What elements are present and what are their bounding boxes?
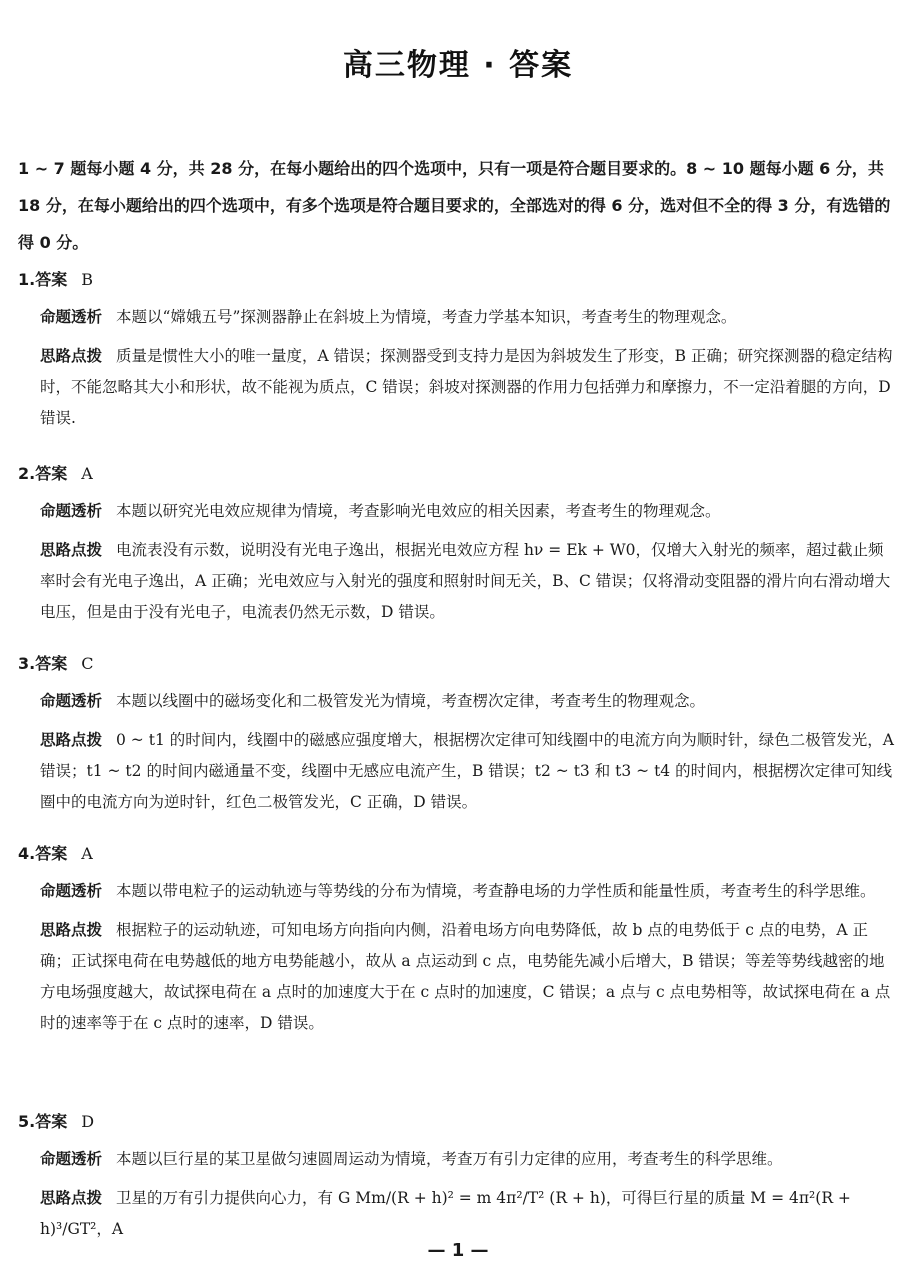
intent-label: 命题透析 xyxy=(40,502,103,520)
intent-label: 命题透析 xyxy=(40,1150,103,1168)
hint-label: 思路点拨 xyxy=(40,347,103,365)
question-1 xyxy=(18,268,898,434)
hint-paragraph xyxy=(40,341,898,434)
answer-label: 答案 xyxy=(35,654,68,673)
question-4 xyxy=(18,842,898,1039)
answer-label: 答案 xyxy=(35,270,68,289)
question-2 xyxy=(18,462,898,628)
answer-line xyxy=(18,268,898,292)
answer-letter: B xyxy=(81,270,93,289)
scoring-instructions: 1 ~ 7 题每小题 4 分，共 28 分，在每小题给出的四个选项中，只有一项是符合题目要求的。8 ~ 10 题每小题 6 分，共 18 分，在每小题给出的四个选项中，有多个选项是符合题目要求的，全部选对的得 6 分，选对但不全的得 3 分，有选错的得 0 分。 xyxy=(18,159,891,252)
intent-label: 命题透析 xyxy=(40,308,103,326)
question-number: 5. xyxy=(18,1112,36,1131)
intent-label: 命题透析 xyxy=(40,882,103,900)
hint-label: 思路点拨 xyxy=(40,541,103,559)
hint-text: 质量是惯性大小的唯一量度，A 错误；探测器受到支持力是因为斜坡发生了形变，B 正确；研究探测器的稳定结构时，不能忽略其大小和形状，故不能视为质点，C 错误；斜坡对探测器的作用力包括弹力和摩擦力，不一定沿着腿的方向，D 错误. xyxy=(40,347,893,427)
intent-text: 本题以带电粒子的运动轨迹与等势线的分布为情境，考查静电场的力学性质和能量性质，考查考生的科学思维。 xyxy=(116,882,876,900)
intent-paragraph xyxy=(40,1144,898,1175)
intent-text: 本题以巨行星的某卫星做匀速圆周运动为情境，考查万有引力定律的应用，考查考生的科学思维。 xyxy=(116,1150,783,1168)
hint-label: 思路点拨 xyxy=(40,731,103,749)
hint-text: 0 ~ t1 的时间内，线圈中的磁感应强度增大，根据楞次定律可知线圈中的电流方向为顺时针，绿色二极管发光，A 错误；t1 ~ t2 的时间内磁通量不变，线圈中无感应电流产生，B 错误；t2 ~ t3 和 t3 ~ t4 的时间内，根据楞次定律可知线圈中的电流方向为逆时针，红色二极管发光，C 正确，D 错误。 xyxy=(40,731,894,811)
intent-paragraph xyxy=(40,686,898,717)
intent-paragraph xyxy=(40,302,898,333)
answer-label: 答案 xyxy=(35,1112,68,1131)
answer-label: 答案 xyxy=(35,464,68,483)
intent-text: 本题以研究光电效应规律为情境，考查影响光电效应的相关因素，考查考生的物理观念。 xyxy=(116,502,721,520)
answer-letter: D xyxy=(81,1112,95,1131)
question-5 xyxy=(18,1110,898,1245)
answer-line xyxy=(18,652,898,676)
hint-paragraph xyxy=(40,915,898,1039)
hint-paragraph xyxy=(40,1183,898,1245)
answer-letter: A xyxy=(81,844,93,863)
page-title: 高三物理 · 答案 xyxy=(342,48,574,83)
hint-label: 思路点拨 xyxy=(40,921,103,939)
page-number: — 1 — xyxy=(427,1240,489,1261)
hint-paragraph xyxy=(40,535,898,628)
question-number: 1. xyxy=(18,270,36,289)
answer-letter: A xyxy=(81,464,93,483)
hint-label: 思路点拨 xyxy=(40,1189,103,1207)
intent-text: 本题以“嫦娥五号”探测器静止在斜坡上为情境，考查力学基本知识，考查考生的物理观念。 xyxy=(116,308,737,326)
question-number: 4. xyxy=(18,844,36,863)
answer-letter: C xyxy=(81,654,94,673)
intent-paragraph xyxy=(40,496,898,527)
question-number: 3. xyxy=(18,654,36,673)
intent-paragraph xyxy=(40,876,898,907)
intent-label: 命题透析 xyxy=(40,692,103,710)
question-3 xyxy=(18,652,898,818)
answer-line xyxy=(18,842,898,866)
hint-paragraph xyxy=(40,725,898,818)
answer-line xyxy=(18,1110,898,1134)
hint-text: 卫星的万有引力提供向心力，有 G Mm/(R + h)² = m 4π²/T² (R + h)，可得巨行星的质量 M = 4π²(R + h)³/GT²，A xyxy=(40,1189,851,1238)
intent-text: 本题以线圈中的磁场变化和二极管发光为情境，考查楞次定律，考查考生的物理观念。 xyxy=(116,692,706,710)
hint-text: 电流表没有示数，说明没有光电子逸出，根据光电效应方程 hν = Ek + W0，仅增大入射光的频率，超过截止频率时会有光电子逸出，A 正确；光电效应与入射光的强度和照射时间无关，B、C 错误；仅将滑动变阻器的滑片向右滑动增大电压，但是由于没有光电子，电流表仍然无示数，D 错误。 xyxy=(40,541,891,621)
answer-label: 答案 xyxy=(35,844,68,863)
question-number: 2. xyxy=(18,464,36,483)
answer-line xyxy=(18,462,898,486)
hint-text: 根据粒子的运动轨迹，可知电场方向指向内侧，沿着电场方向电势降低，故 b 点的电势低于 c 点的电势，A 正确；正试探电荷在电势越低的地方电势能越小，故从 a 点运动到 c 点，电势能先减小后增大，B 错误；等差等势线越密的地方电场强度越大，故试探电荷在 a 点时的加速度大于在 c 点时的加速度，C 错误；a 点与 c 点电势相等，故试探电荷在 a 点时的速率等于在 c 点时的速率，D 错误。 xyxy=(40,921,891,1032)
